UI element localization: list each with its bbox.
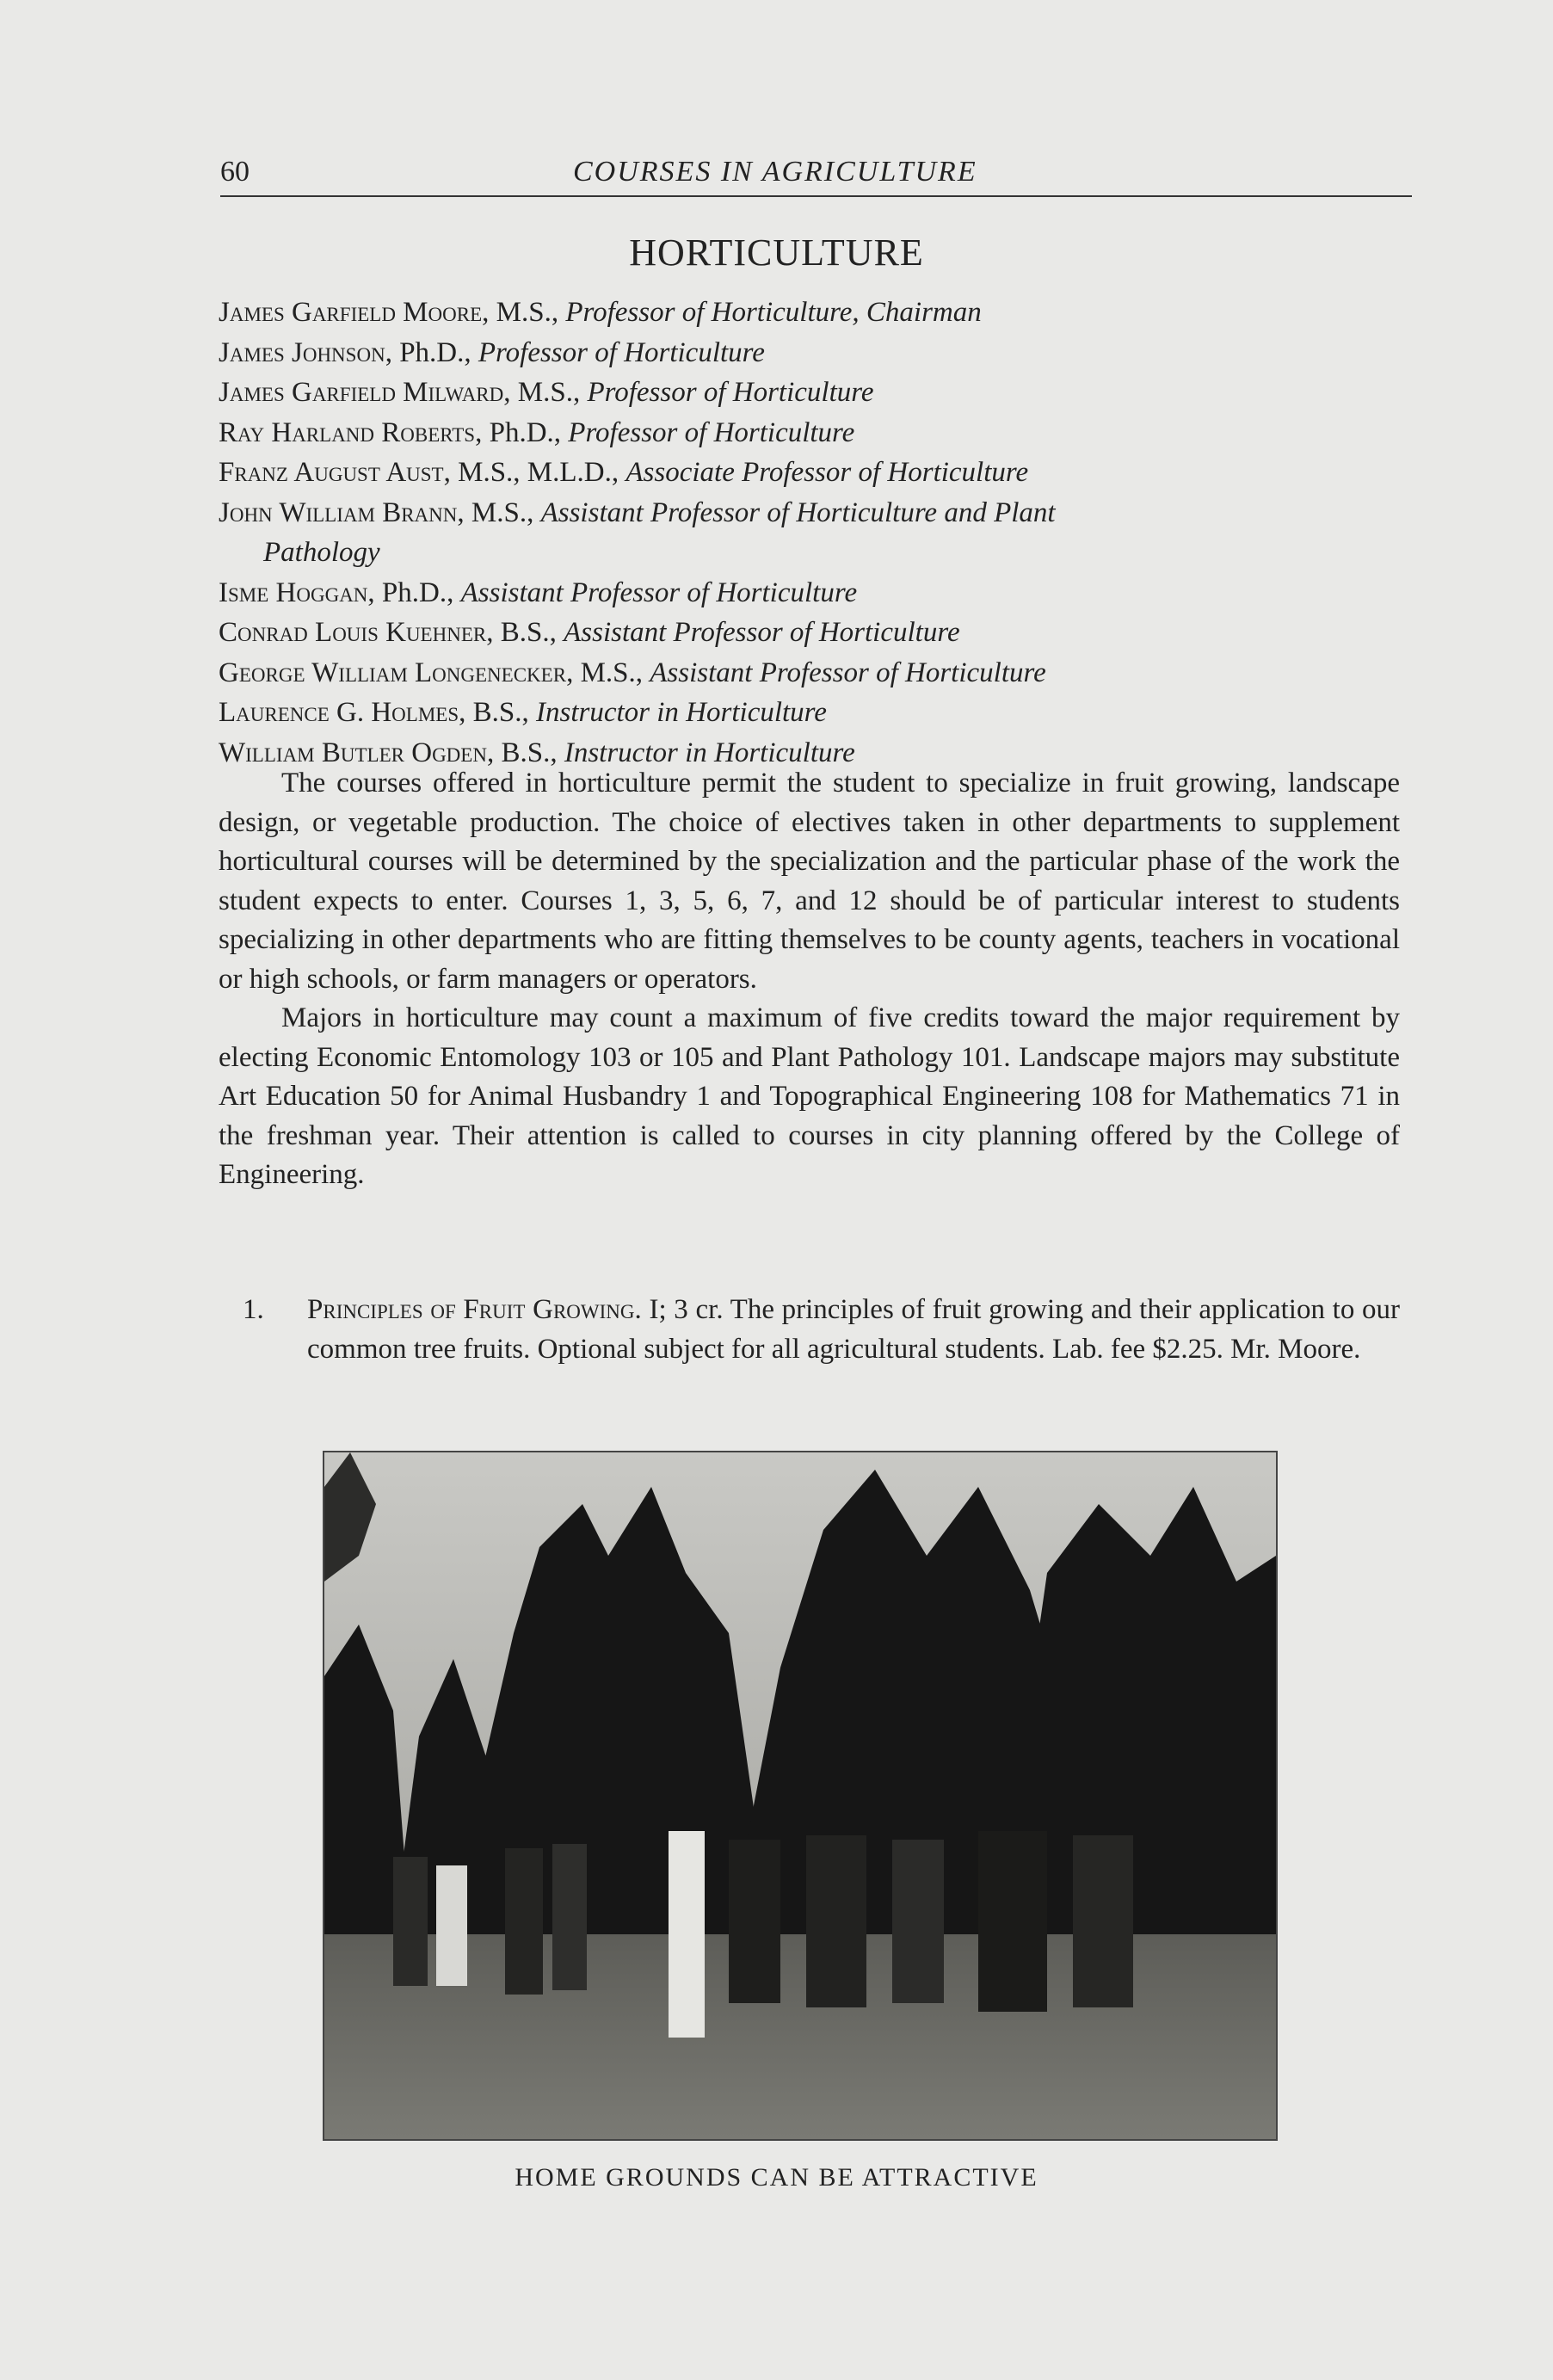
faculty-title: Instructor in Horticulture bbox=[564, 737, 855, 768]
faculty-name: Isme Hoggan bbox=[219, 577, 368, 608]
photo-caption: HOME GROUNDS CAN BE ATTRACTIVE bbox=[515, 2163, 1038, 2192]
faculty-name: James Garfield Milward bbox=[219, 377, 504, 408]
faculty-degree: , M.S., bbox=[503, 377, 588, 408]
paragraph: Majors in horticulture may count a maximum of five credits toward the major requirement by electing Economic Entomology 103 or 105 and Plant Pathology 101. Landscape majors may substitute Art Education 50 for Animal Husbandry 1 and Topographical Engineering 108 for Mathematics 71 in the freshman year. Their attention is called to courses in city planning offered by the College of Engineering. bbox=[219, 1002, 1400, 1190]
faculty-degree: , B.S., bbox=[486, 737, 564, 768]
faculty-degree: , B.S., bbox=[459, 697, 537, 728]
course-details: I; 3 cr. The principles of fruit growing and their application to our common tree fruits. Optional subject for all agricultural students. Lab. fee $2.25. Mr. Moore. bbox=[307, 1294, 1401, 1365]
photo-illustration bbox=[324, 1452, 1276, 2139]
course-title: Principles of Fruit Growing. bbox=[307, 1294, 642, 1325]
faculty-entry bbox=[219, 613, 1414, 653]
photo-home-grounds bbox=[323, 1451, 1278, 2141]
faculty-entry bbox=[219, 413, 1414, 453]
faculty-degree: , Ph.D., bbox=[385, 336, 478, 368]
faculty-name: William Butler Ogden bbox=[219, 737, 487, 768]
faculty-name: Laurence G. Holmes bbox=[219, 697, 459, 728]
faculty-title: Associate Professor of Horticulture bbox=[626, 457, 1029, 488]
faculty-degree: , M.S., bbox=[457, 496, 541, 528]
faculty-title: Professor of Horticulture bbox=[587, 377, 874, 408]
section-title: HORTICULTURE bbox=[629, 231, 924, 274]
faculty-title: Assistant Professor of Horticulture bbox=[650, 657, 1046, 688]
paragraph: The courses offered in horticulture permit the student to specialize in fruit growing, landscape design, or vegetable production. The choice of electives taken in other departments to supplement horticultural courses will be determined by the specialization and the particular phase of the work the student expects to enter. Courses 1, 3, 5, 6, 7, and 12 should be of particular interest to students specializing in other departments who are fitting themselves to be county agents, teachers in vocational or high schools, or farm managers or operators. bbox=[219, 768, 1400, 995]
faculty-title: Professor of Horticulture, Chairman bbox=[565, 297, 982, 328]
faculty-name: James Garfield Moore bbox=[219, 297, 483, 328]
faculty-name: Ray Harland Roberts bbox=[219, 416, 476, 448]
faculty-degree: , M.S., M.L.D., bbox=[443, 457, 626, 488]
faculty-degree: , B.S., bbox=[486, 617, 564, 648]
faculty-name: Conrad Louis Kuehner bbox=[219, 617, 487, 648]
faculty-entry bbox=[219, 573, 1414, 613]
page-number: 60 bbox=[220, 156, 250, 188]
course-entry bbox=[219, 1291, 1400, 1369]
faculty-entry bbox=[219, 333, 1414, 373]
faculty-entry bbox=[219, 653, 1414, 694]
faculty-title-continuation bbox=[219, 533, 1414, 573]
faculty-name: George William Longenecker bbox=[219, 657, 567, 688]
faculty-degree: , Ph.D., bbox=[475, 416, 569, 448]
faculty-degree: , M.S., bbox=[566, 657, 650, 688]
course-number: 1. bbox=[243, 1294, 264, 1325]
faculty-title: Professor of Horticulture bbox=[478, 336, 765, 368]
faculty-entry bbox=[219, 453, 1414, 493]
faculty-entry bbox=[219, 373, 1414, 413]
faculty-list bbox=[219, 293, 1414, 773]
faculty-title: Assistant Professor of Horticulture bbox=[564, 617, 960, 648]
running-title: COURSES IN AGRICULTURE bbox=[573, 156, 977, 188]
page-header bbox=[220, 151, 1412, 197]
faculty-entry bbox=[219, 493, 1414, 533]
faculty-title: Professor of Horticulture bbox=[568, 416, 855, 448]
faculty-name: James Johnson bbox=[219, 336, 385, 368]
faculty-entry bbox=[219, 693, 1414, 733]
faculty-degree: , Ph.D., bbox=[367, 577, 461, 608]
body-text bbox=[219, 764, 1400, 1195]
faculty-title: Instructor in Horticulture bbox=[536, 697, 827, 728]
faculty-entry bbox=[219, 293, 1414, 333]
faculty-title: Pathology bbox=[263, 537, 380, 568]
faculty-title: Assistant Professor of Horticulture bbox=[460, 577, 858, 608]
course-description bbox=[307, 1291, 1400, 1369]
faculty-name: Franz August Aust bbox=[219, 457, 444, 488]
faculty-name: John William Brann bbox=[219, 496, 458, 528]
faculty-degree: , M.S., bbox=[482, 297, 566, 328]
faculty-title: Assistant Professor of Horticulture and Plant bbox=[540, 496, 1056, 528]
